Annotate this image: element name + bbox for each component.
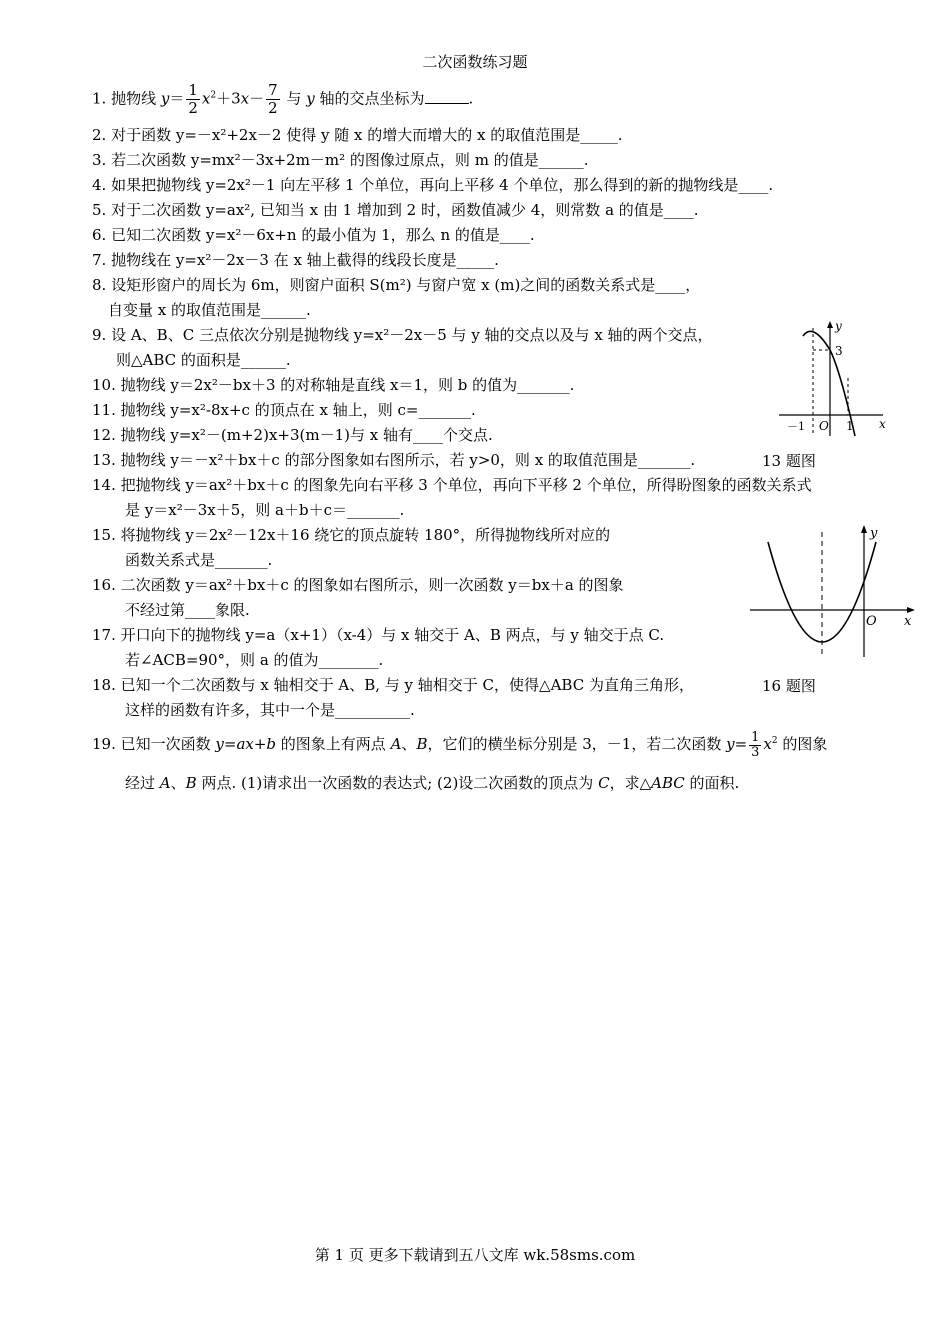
label-origin: O xyxy=(819,419,829,433)
label-neg1: －1 xyxy=(787,420,805,433)
question-8: 8. 设矩形窗户的周长为 6m，则窗户面积 S(m²) 与窗户宽 x (m)之间的函数关系式是____， xyxy=(92,276,701,294)
question-19: 19. 已知一次函数 y=ax+b 的图象上有两点 A、B，它们的横坐标分别是 3，－1，若二次函数 y= $\frac{1}{3}$ $x^2$ 的图象 xyxy=(92,729,828,760)
question-9-cont: 则△ABC 的面积是______. xyxy=(116,351,291,369)
question-15: 15. 将抛物线 y＝2x²－12x＋16 绕它的顶点旋转 180°，所得抛物线所对应的 xyxy=(92,526,611,544)
question-5: 5. 对于二次函数 y=ax², 已知当 x 由 1 增加到 2 时，函数值减少 4，则常数 a 的值是____. xyxy=(92,201,699,219)
label-y: y xyxy=(835,319,842,333)
question-17-cont: 若∠ACB=90°，则 a 的值为________. xyxy=(125,651,384,669)
question-14: 14. 把抛物线 y＝ax²＋bx＋c 的图象先向右平移 3 个单位，再向下平移 2 个单位，所得盼图象的函数关系式 xyxy=(92,476,812,494)
question-16-cont: 不经过第____象限. xyxy=(125,601,250,619)
question-11: 11. 抛物线 y=x²-8x+c 的顶点在 x 轴上，则 c=_______. xyxy=(92,401,476,419)
label-origin: O xyxy=(866,614,877,629)
page-title: 二次函数练习题 xyxy=(422,53,528,71)
fraction-third: $\frac{1}{3}$ xyxy=(751,729,760,760)
question-6: 6. 已知二次函数 y=x²－6x+n 的最小值为 1，那么 n 的值是____. xyxy=(92,226,535,244)
page-footer: 第 1 页 更多下载请到五八文库 wk.58sms.com xyxy=(314,1246,636,1264)
question-10: 10. 抛物线 y＝2x²－bx＋3 的对称轴是直线 x＝1，则 b 的值为_______. xyxy=(92,376,575,394)
question-16: 16. 二次函数 y＝ax²＋bx＋c 的图象如右图所示，则一次函数 y＝bx＋a 的图象 xyxy=(92,576,624,594)
question-8-cont: 自变量 x 的取值范围是______. xyxy=(108,301,311,319)
x-axis-arrow xyxy=(907,607,915,613)
question-4: 4. 如果把抛物线 y=2x²－1 向左平移 1 个单位，再向上平移 4 个单位，那么得到的新的抛物线是____. xyxy=(92,176,774,194)
answer-blank xyxy=(425,89,469,104)
question-2: 2. 对于函数 y=－x²+2x－2 使得 y 随 x 的增大而增大的 x 的取值范围是_____. xyxy=(92,126,623,144)
question-17: 17. 开口向下的抛物线 y=a（x+1）（x-4）与 x 轴交于 A、B 两点，与 y 轴交于点 C. xyxy=(92,626,665,644)
label-x: x xyxy=(879,417,886,431)
question-13: 13. 抛物线 y＝－x²＋bx＋c 的部分图象如右图所示，若 y>0，则 x 的取值范围是_______. xyxy=(92,451,696,469)
question-9: 9. 设 A、B、C 三点依次分别是抛物线 y=x²－2x－5 与 y 轴的交点以及与 x 轴的两个交点， xyxy=(92,326,713,344)
question-1: 1. 抛物线 y＝ $\frac{1}{2}$ $x^2+3x-$ $\frac{7}{2}$ 与 y 轴的交点坐标为 . xyxy=(92,81,474,117)
question-3: 3. 若二次函数 y=mx²－3x+2m－m² 的图像过原点，则 m 的值是______. xyxy=(92,151,589,169)
fraction-seven-halves: $\frac{7}{2}$ xyxy=(268,81,278,117)
question-19-cont: 经过 A、B 两点. (1)请求出一次函数的表达式; (2)设二次函数的顶点为 C，求△ABC 的面积. xyxy=(125,774,740,792)
label-1: 1 xyxy=(846,419,854,433)
question-12: 12. 抛物线 y=x²－(m+2)x+3(m－1)与 x 轴有____个交点. xyxy=(92,426,493,444)
question-7: 7. 抛物线在 y=x²－2x－3 在 x 轴上截得的线段长度是_____. xyxy=(92,251,499,269)
figure-16 xyxy=(750,522,920,660)
y-axis-arrow xyxy=(827,321,833,328)
figure-16-caption: 16 题图 xyxy=(762,677,816,695)
question-18: 18. 已知一个二次函数与 x 轴相交于 A、B, 与 y 轴相交于 C，使得△ABC 为直角三角形， xyxy=(92,676,694,694)
question-15-cont: 函数关系式是_______. xyxy=(125,551,273,569)
y-axis-arrow xyxy=(861,525,867,533)
fraction-half: $\frac{1}{2}$ xyxy=(188,81,198,117)
question-14-cont: 是 y＝x²－3x＋5，则 a＋b＋c＝_______. xyxy=(125,501,405,519)
figure-13-caption: 13 题图 xyxy=(762,452,816,470)
label-3: 3 xyxy=(835,344,843,358)
label-y: y xyxy=(870,526,878,541)
figure-13 xyxy=(775,318,905,440)
question-18-cont: 这样的函数有许多，其中一个是__________. xyxy=(125,701,415,719)
label-x: x xyxy=(904,614,912,629)
